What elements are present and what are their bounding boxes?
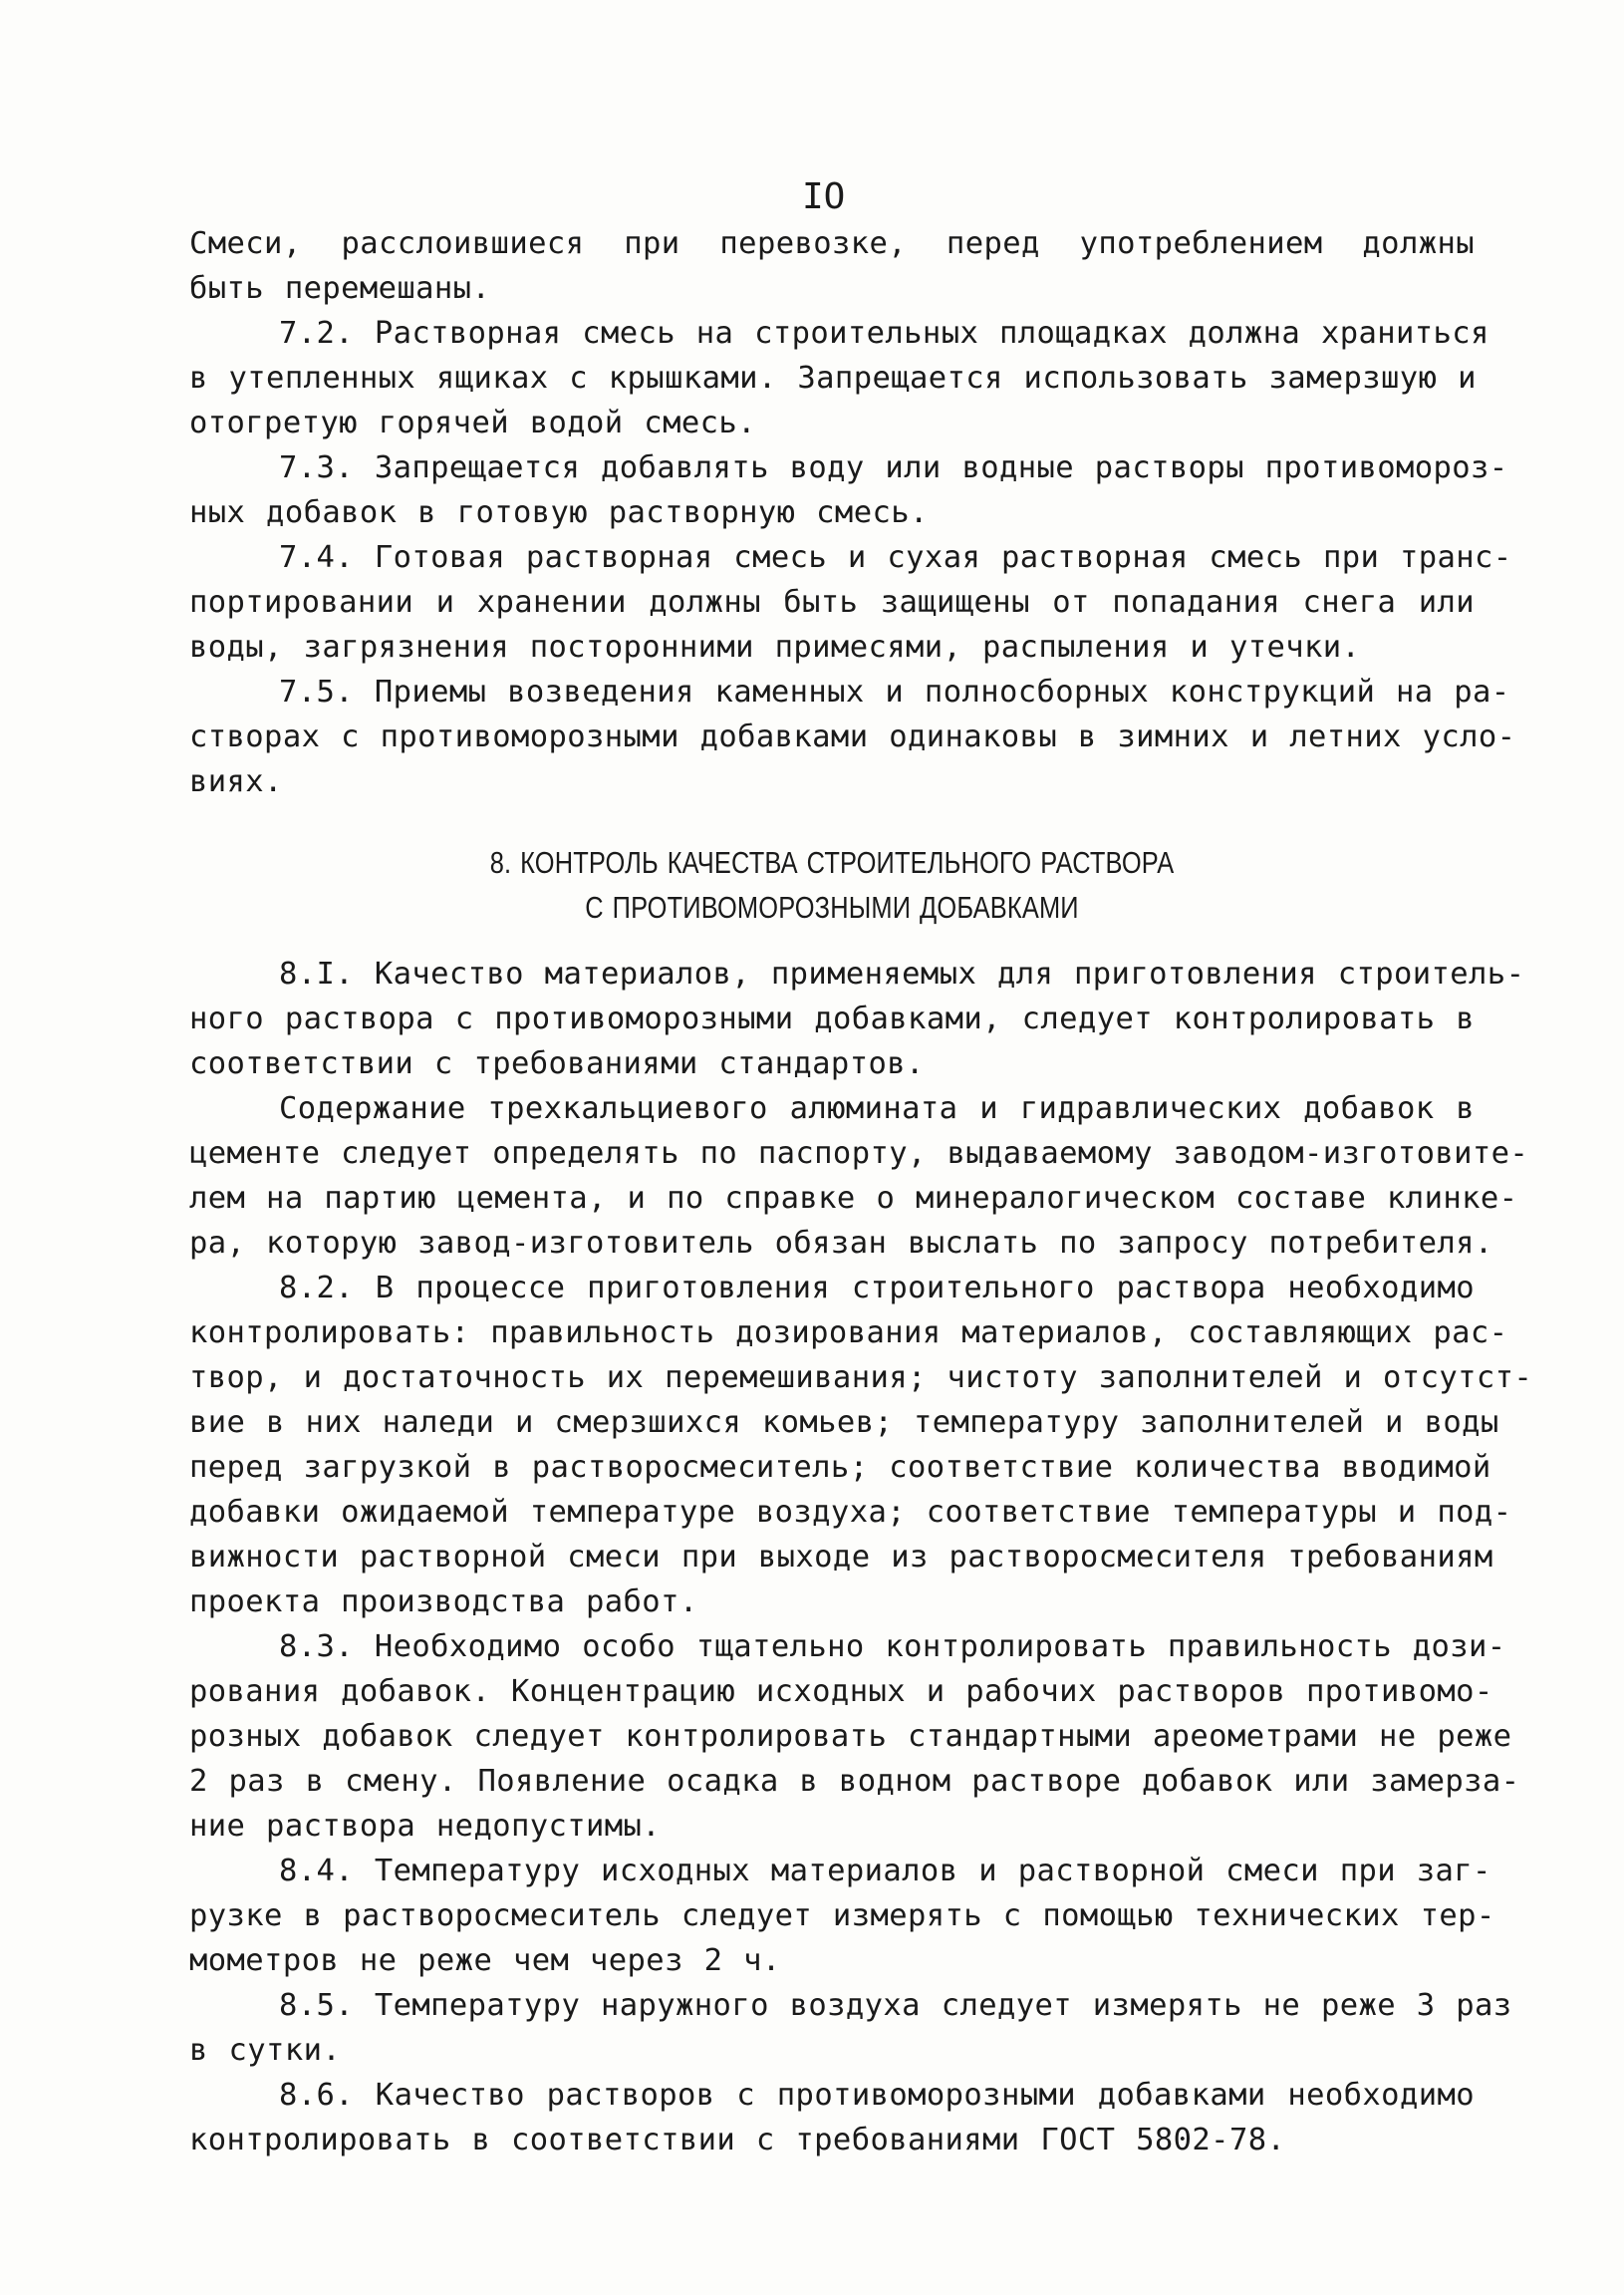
text-line: ного раствора с противоморозными добавками, следует контролировать в (189, 1002, 1475, 1036)
text-line: воды, загрязнения посторонними примесями, распыления и утечки. (189, 630, 1361, 665)
text-line: быть перемешаны. (189, 271, 491, 306)
text-line: створах с противоморозными добавками одинаковы в зимних и летних усло- (189, 719, 1516, 754)
text-line: 8.I. Качество материалов, применяемых для приготовления строитель- (279, 957, 1525, 992)
text-line: рования добавок. Концентрацию исходных и рабочих растворов противомо- (189, 1674, 1493, 1709)
text-line: лем на партию цемента, и по справке о минералогическом составе клинке- (189, 1181, 1518, 1216)
text-line: 7.5. Приемы возведения каменных и полносборных конструкций на ра- (279, 675, 1510, 710)
text-line: 8.4. Температуру исходных материалов и растворной смеси при заг- (279, 1854, 1491, 1888)
text-line: 2 раз в смену. Появление осадка в водном растворе добавок или замерза- (189, 1764, 1520, 1799)
text-line: перед загрузкой в растворосмеситель; соответствие количества вводимой (189, 1450, 1491, 1485)
section-8-text (189, 952, 1533, 2162)
text-line: в утепленных ящиках с крышками. Запрещается использовать замерзшую и (189, 361, 1477, 396)
section-7-text (189, 221, 1516, 804)
text-line: проекта производства работ. (189, 1584, 698, 1619)
text-line: розных добавок следует контролировать стандартными ареометрами не реже (189, 1719, 1512, 1754)
text-line: Смеси, расслоившиеся при перевозке, перед употреблением должны (189, 226, 1475, 261)
text-line: виях. (189, 764, 283, 799)
text-line: 7.4. Готовая растворная смесь и сухая растворная смесь при транс- (279, 540, 1512, 575)
text-line: 7.2. Растворная смесь на строительных площадках должна храниться (279, 316, 1489, 351)
text-line: добавки ожидаемой температуре воздуха; соответствие температуры и под- (189, 1495, 1512, 1530)
text-line: соответствии с требованиями стандартов. (189, 1046, 925, 1081)
text-line: вижности растворной смеси при выходе из растворосмесителя требованиям (189, 1540, 1493, 1575)
text-line: контролировать в соответствии с требованиями ГОСТ 5802-78. (189, 2123, 1286, 2157)
text-line: 8.3. Необходимо особо тщательно контролировать правильность дози- (279, 1629, 1506, 1664)
text-line: рузке в растворосмеситель следует измерять с помощью технических тер- (189, 1898, 1495, 1933)
text-line: ра, которую завод-изготовитель обязан выслать по запросу потребителя. (189, 1226, 1493, 1261)
text-line: ных добавок в готовую растворную смесь. (189, 495, 929, 530)
section-heading-line-2: С ПРОТИВОМОРОЗНЫМИ ДОБАВКАМИ (585, 890, 1079, 925)
text-line: 8.5. Температуру наружного воздуха следует измерять не реже 3 раз (279, 1988, 1512, 2023)
text-line: Содержание трехкальциевого алюмината и гидравлических добавок в (279, 1091, 1475, 1126)
section-8-heading (189, 840, 1475, 930)
text-line: вие в них наледи и смерзшихся комьев; температуру заполнителей и воды (189, 1405, 1499, 1440)
text-line: 7.3. Запрещается добавлять воду или водные растворы противомороз- (279, 450, 1508, 485)
section-heading-line-1: 8. КОНТРОЛЬ КАЧЕСТВА СТРОИТЕЛЬНОГО РАСТВОРА (489, 845, 1175, 880)
text-line: твор, и достаточность их перемешивания; чистоту заполнителей и отсутст- (189, 1360, 1533, 1395)
text-line: портировании и хранении должны быть защищены от попадания снега или (189, 585, 1475, 620)
text-line: 8.2. В процессе приготовления строительного раствора необходимо (279, 1271, 1475, 1305)
text-line: 8.6. Качество растворов с противоморозными добавками необходимо (279, 2078, 1475, 2113)
text-line: цементе следует определять по паспорту, выдаваемому заводом-изготовите- (189, 1136, 1529, 1171)
document-body (189, 221, 1533, 2162)
text-line: отогретую горячей водой смесь. (189, 406, 756, 440)
text-line: в сутки. (189, 2033, 342, 2068)
page-number: IO (802, 176, 846, 217)
text-line: мометров не реже чем через 2 ч. (189, 1943, 781, 1978)
text-line: ние раствора недопустимы. (189, 1809, 662, 1844)
text-line: контролировать: правильность дозирования материалов, составляющих рас- (189, 1315, 1508, 1350)
